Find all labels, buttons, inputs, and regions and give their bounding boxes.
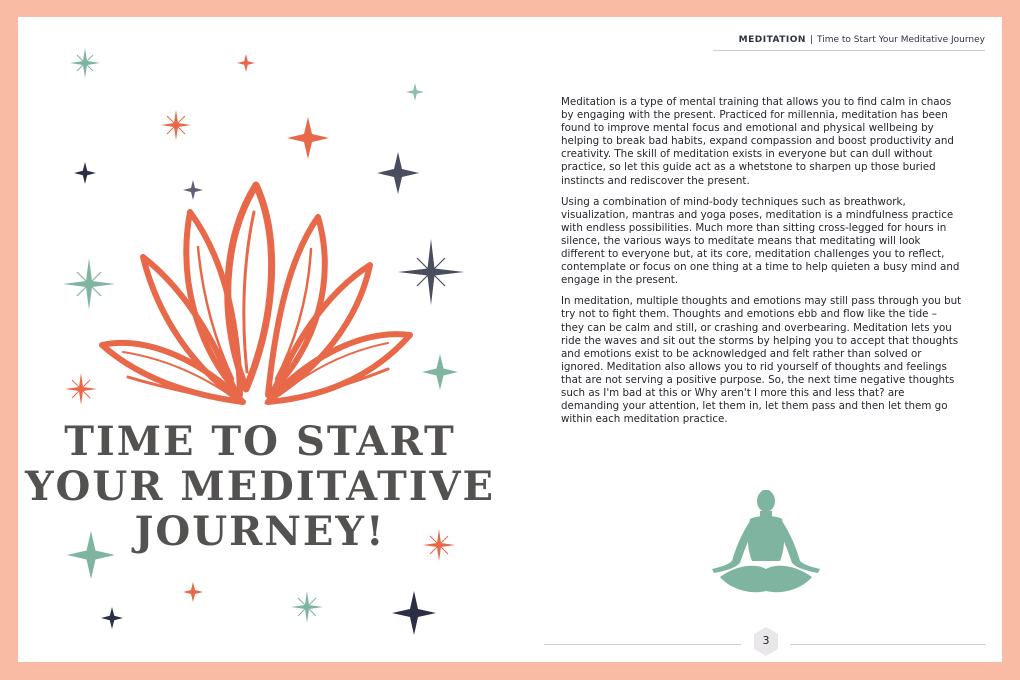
- footer-rule: [790, 644, 986, 645]
- sparkle-icon: [161, 110, 191, 140]
- sparkle-icon: [287, 117, 329, 159]
- header-separator: |: [809, 35, 813, 45]
- book-spread: [18, 17, 1002, 662]
- body-paragraph: Meditation is a type of mental training that allows you to find calm in chaos by engaging with the present. Practiced for millennia, meditation has been found to improve mental focus and emotional and physical wellbeing by helping to break bad habits, expand compassion and boost productivity and creativity. The skill of meditation exists in everyone but can dull without practice, so let this guide act as a whetstone to sharpen up those buried instincts and rediscover the present.: [561, 96, 954, 187]
- sparkle-icon: [406, 83, 424, 101]
- title-line: JOURNEY!: [134, 508, 386, 555]
- sparkle-icon: [63, 258, 115, 310]
- footer-rule: [544, 644, 741, 645]
- sparkle-icon: [422, 354, 458, 390]
- page-number-badge: [752, 626, 780, 657]
- page-title: [18, 419, 502, 554]
- page-number: 3: [762, 634, 770, 647]
- sparkle-icon: [74, 162, 96, 184]
- right-page: [518, 17, 1002, 662]
- lotus-illustration: [102, 185, 410, 403]
- sparkle-icon: [398, 239, 464, 305]
- sparkle-icon: [377, 152, 419, 194]
- header-chapter: Time to Start Your Meditative Journey: [817, 35, 985, 45]
- body-paragraph: Using a combination of mind-body techniques such as breathwork, visualization, mantras and yoga poses, meditation is a mindfulness practice with endless possibilities. Much more than sitting cross-legged for hours in silence, the various ways to meditate means that meditating will look different to everyone but, at its core, meditation challenges you to reflect, contemplate or focus on one thing at a time to help quieten a busy mind and engage in the present.: [561, 195, 960, 287]
- sparkle-icon: [291, 591, 323, 623]
- sparkle-icon: [183, 180, 203, 200]
- header-section: MEDITATION: [738, 35, 806, 45]
- running-header: [713, 35, 985, 51]
- title-line: TIME TO START: [64, 418, 456, 465]
- body-text: [561, 96, 963, 434]
- sparkle-icon: [70, 48, 100, 78]
- left-page: [18, 17, 518, 662]
- sparkle-icon: [183, 582, 203, 602]
- sparkle-icon: [392, 591, 436, 635]
- title-line: YOUR MEDITATIVE: [24, 463, 496, 510]
- sparkle-icon: [101, 607, 123, 629]
- sparkle-icon: [237, 54, 255, 72]
- body-paragraph: In meditation, multiple thoughts and emotions may still pass through you but try not to fight them. Thoughts and emotions ebb and flow like the tide – they can be calm and still, or crashing and overbearing. Meditation lets you ride the waves and sit out the storms by helping you to accept that thoughts and emotions exist to be acknowledged and felt rather than solved or ignored. Meditation also allows you to rid yourself of thoughts and feelings that are not serving a positive purpose. So, the next time negative thoughts such as I'm bad at this or Why aren't I more this and less that? are demanding your attention, let them in, let them pass and then let them go within each meditation practice.: [561, 295, 962, 426]
- meditating-figure-icon: [706, 485, 826, 605]
- decorative-illustration: [18, 17, 518, 662]
- sparkle-icon: [65, 373, 97, 405]
